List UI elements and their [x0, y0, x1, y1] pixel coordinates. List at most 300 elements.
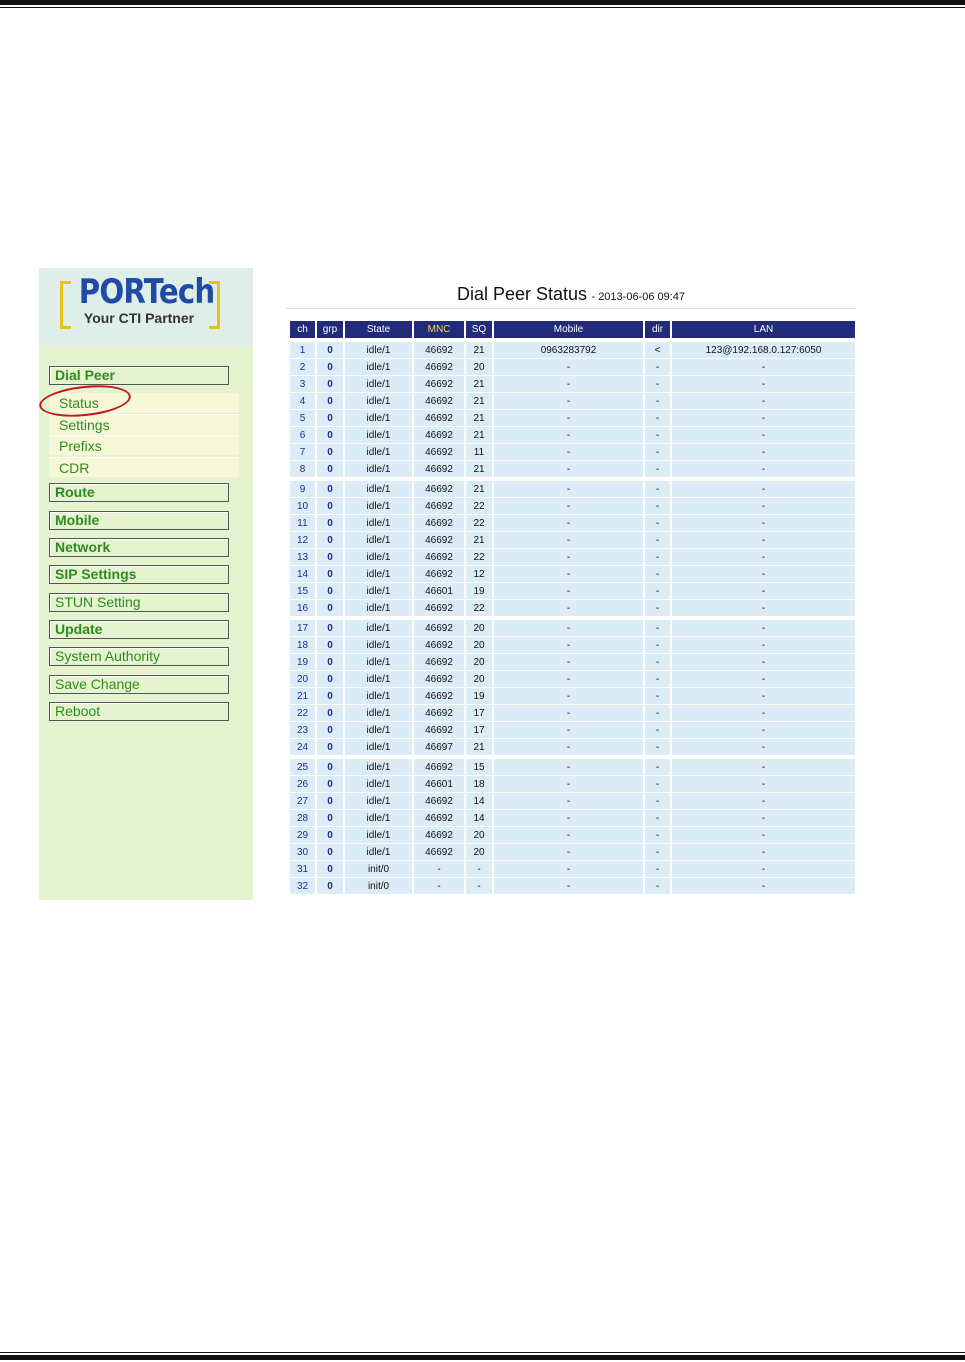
cell-ch: 21 — [290, 688, 315, 705]
cell-state: idle/1 — [345, 810, 412, 827]
cell-grp: 0 — [317, 844, 343, 861]
cell-grp: 0 — [317, 878, 343, 895]
cell-grp: 0 — [317, 532, 343, 549]
cell-grp: 0 — [317, 637, 343, 654]
cell-mnc: 46692 — [414, 427, 464, 444]
cell-grp: 0 — [317, 498, 343, 515]
page-title — [286, 284, 856, 308]
cell-mnc: 46692 — [414, 827, 464, 844]
cell-state: idle/1 — [345, 722, 412, 739]
cell-sq: - — [466, 878, 492, 895]
cell-state: idle/1 — [345, 688, 412, 705]
menu-system-authority[interactable]: System Authority — [49, 647, 229, 666]
cell-dir: - — [645, 739, 670, 756]
table-row — [290, 444, 855, 461]
cell-lan: - — [672, 566, 855, 583]
cell-sq: 21 — [466, 342, 492, 359]
cell-mobile: - — [494, 756, 643, 776]
table-row — [290, 478, 855, 498]
cell-sq: 22 — [466, 515, 492, 532]
cell-dir: - — [645, 427, 670, 444]
cell-grp: 0 — [317, 600, 343, 617]
cell-lan: - — [672, 739, 855, 756]
cell-grp: 0 — [317, 739, 343, 756]
cell-dir: - — [645, 810, 670, 827]
cell-mnc: 46692 — [414, 688, 464, 705]
cell-state: idle/1 — [345, 498, 412, 515]
menu-network[interactable]: Network — [49, 538, 229, 557]
table-row — [290, 722, 855, 739]
cell-mobile: - — [494, 739, 643, 756]
cell-mnc: 46692 — [414, 844, 464, 861]
cell-dir: - — [645, 498, 670, 515]
cell-grp: 0 — [317, 654, 343, 671]
cell-dir: - — [645, 688, 670, 705]
cell-grp: 0 — [317, 410, 343, 427]
cell-lan: - — [672, 654, 855, 671]
cell-sq: 20 — [466, 359, 492, 376]
cell-grp: 0 — [317, 671, 343, 688]
menu-route[interactable]: Route — [49, 483, 229, 502]
table-row — [290, 393, 855, 410]
cell-state: idle/1 — [345, 844, 412, 861]
cell-state: idle/1 — [345, 566, 412, 583]
cell-state: idle/1 — [345, 583, 412, 600]
cell-state: idle/1 — [345, 827, 412, 844]
cell-mnc: 46692 — [414, 342, 464, 359]
menu-dial-peer[interactable]: Dial Peer — [49, 366, 229, 385]
table-row — [290, 498, 855, 515]
cell-lan: - — [672, 410, 855, 427]
cell-ch: 6 — [290, 427, 315, 444]
cell-mobile: - — [494, 478, 643, 498]
cell-mobile: 0963283792 — [494, 342, 643, 359]
cell-mnc: 46692 — [414, 810, 464, 827]
cell-sq: 18 — [466, 776, 492, 793]
cell-state: idle/1 — [345, 461, 412, 478]
cell-ch: 11 — [290, 515, 315, 532]
dial-peer-status-table — [288, 321, 857, 895]
cell-ch: 31 — [290, 861, 315, 878]
cell-sq: 14 — [466, 810, 492, 827]
cell-state: init/0 — [345, 861, 412, 878]
cell-sq: 21 — [466, 376, 492, 393]
cell-grp: 0 — [317, 756, 343, 776]
cell-dir: - — [645, 444, 670, 461]
cell-state: init/0 — [345, 878, 412, 895]
cell-dir: < — [645, 342, 670, 359]
table-row — [290, 359, 855, 376]
cell-grp: 0 — [317, 359, 343, 376]
table-row — [290, 654, 855, 671]
cell-mobile: - — [494, 827, 643, 844]
cell-mnc: 46692 — [414, 600, 464, 617]
cell-mobile: - — [494, 844, 643, 861]
cell-sq: 17 — [466, 705, 492, 722]
cell-mobile: - — [494, 793, 643, 810]
cell-mobile: - — [494, 810, 643, 827]
cell-state: idle/1 — [345, 671, 412, 688]
page-top-rule — [0, 0, 965, 10]
table-row — [290, 844, 855, 861]
cell-state: idle/1 — [345, 478, 412, 498]
cell-sq: 12 — [466, 566, 492, 583]
table-row — [290, 671, 855, 688]
cell-ch: 9 — [290, 478, 315, 498]
menu-stun-setting[interactable]: STUN Setting — [49, 593, 229, 612]
cell-ch: 23 — [290, 722, 315, 739]
cell-mobile: - — [494, 600, 643, 617]
cell-dir: - — [645, 583, 670, 600]
cell-state: idle/1 — [345, 617, 412, 637]
cell-state: idle/1 — [345, 756, 412, 776]
cell-sq: 20 — [466, 637, 492, 654]
menu-mobile[interactable]: Mobile — [49, 511, 229, 530]
title-divider — [286, 308, 856, 309]
cell-lan: - — [672, 827, 855, 844]
cell-mobile: - — [494, 427, 643, 444]
cell-grp: 0 — [317, 810, 343, 827]
cell-grp: 0 — [317, 566, 343, 583]
cell-grp: 0 — [317, 705, 343, 722]
top-rule-thin — [0, 7, 965, 8]
cell-mobile: - — [494, 393, 643, 410]
col-ch: ch — [290, 321, 315, 338]
table-row — [290, 810, 855, 827]
table-row — [290, 861, 855, 878]
cell-lan: - — [672, 671, 855, 688]
cell-sq: 15 — [466, 756, 492, 776]
cell-lan: - — [672, 844, 855, 861]
cell-mnc: 46692 — [414, 444, 464, 461]
table-row — [290, 705, 855, 722]
cell-grp: 0 — [317, 583, 343, 600]
cell-sq: 21 — [466, 427, 492, 444]
cell-grp: 0 — [317, 793, 343, 810]
cell-ch: 4 — [290, 393, 315, 410]
cell-grp: 0 — [317, 461, 343, 478]
cell-dir: - — [645, 393, 670, 410]
cell-dir: - — [645, 410, 670, 427]
cell-state: idle/1 — [345, 359, 412, 376]
cell-dir: - — [645, 478, 670, 498]
cell-mobile: - — [494, 722, 643, 739]
col-lan: LAN — [672, 321, 855, 338]
cell-mobile: - — [494, 461, 643, 478]
cell-mobile: - — [494, 549, 643, 566]
table-row — [290, 549, 855, 566]
cell-mnc: - — [414, 861, 464, 878]
cell-mnc: - — [414, 878, 464, 895]
page-title-text: Dial Peer Status — [456, 284, 588, 304]
cell-mobile: - — [494, 359, 643, 376]
cell-lan: - — [672, 549, 855, 566]
cell-mnc: 46692 — [414, 532, 464, 549]
table-row — [290, 827, 855, 844]
cell-grp: 0 — [317, 861, 343, 878]
cell-state: idle/1 — [345, 549, 412, 566]
cell-state: idle/1 — [345, 532, 412, 549]
cell-grp: 0 — [317, 617, 343, 637]
cell-ch: 15 — [290, 583, 315, 600]
cell-mobile: - — [494, 861, 643, 878]
cell-mobile: - — [494, 566, 643, 583]
cell-lan: - — [672, 688, 855, 705]
cell-ch: 8 — [290, 461, 315, 478]
cell-grp: 0 — [317, 478, 343, 498]
cell-grp: 0 — [317, 688, 343, 705]
cell-sq: 20 — [466, 671, 492, 688]
cell-lan: - — [672, 776, 855, 793]
menu-save-change[interactable]: Save Change — [49, 675, 229, 694]
table-row — [290, 878, 855, 895]
cell-ch: 13 — [290, 549, 315, 566]
cell-mnc: 46601 — [414, 776, 464, 793]
cell-lan: - — [672, 722, 855, 739]
table-row — [290, 637, 855, 654]
table-row — [290, 776, 855, 793]
cell-ch: 32 — [290, 878, 315, 895]
cell-sq: 20 — [466, 617, 492, 637]
cell-mobile: - — [494, 688, 643, 705]
col-grp: grp — [317, 321, 343, 338]
cell-dir: - — [645, 600, 670, 617]
table-row — [290, 532, 855, 549]
cell-grp: 0 — [317, 444, 343, 461]
cell-dir: - — [645, 566, 670, 583]
cell-sq: 19 — [466, 583, 492, 600]
cell-state: idle/1 — [345, 410, 412, 427]
cell-mobile: - — [494, 376, 643, 393]
cell-sq: 22 — [466, 498, 492, 515]
cell-mnc: 46692 — [414, 756, 464, 776]
cell-mnc: 46692 — [414, 376, 464, 393]
cell-sq: 21 — [466, 461, 492, 478]
cell-ch: 18 — [290, 637, 315, 654]
cell-mobile: - — [494, 654, 643, 671]
table-row — [290, 376, 855, 393]
cell-sq: 22 — [466, 549, 492, 566]
table-row — [290, 427, 855, 444]
cell-ch: 26 — [290, 776, 315, 793]
cell-mobile: - — [494, 498, 643, 515]
table-body — [290, 338, 855, 895]
cell-sq: 20 — [466, 827, 492, 844]
cell-mnc: 46692 — [414, 515, 464, 532]
submenu-status[interactable]: Status — [49, 393, 239, 413]
cell-dir: - — [645, 461, 670, 478]
cell-lan: - — [672, 532, 855, 549]
cell-state: idle/1 — [345, 776, 412, 793]
logo-brand: PORTech — [78, 272, 215, 312]
cell-mnc: 46692 — [414, 359, 464, 376]
cell-state: idle/1 — [345, 600, 412, 617]
cell-grp: 0 — [317, 827, 343, 844]
cell-grp: 0 — [317, 342, 343, 359]
cell-ch: 30 — [290, 844, 315, 861]
cell-lan: - — [672, 810, 855, 827]
cell-mobile: - — [494, 776, 643, 793]
cell-mobile: - — [494, 583, 643, 600]
cell-mobile: - — [494, 515, 643, 532]
cell-ch: 28 — [290, 810, 315, 827]
submenu-prefixs[interactable]: Prefixs — [49, 435, 239, 455]
cell-sq: 21 — [466, 478, 492, 498]
cell-lan: - — [672, 583, 855, 600]
cell-mnc: 46692 — [414, 393, 464, 410]
cell-mobile: - — [494, 637, 643, 654]
table-row — [290, 461, 855, 478]
cell-lan: - — [672, 461, 855, 478]
cell-lan: - — [672, 376, 855, 393]
cell-ch: 5 — [290, 410, 315, 427]
table-row — [290, 793, 855, 810]
col-mobile: Mobile — [494, 321, 643, 338]
table-row — [290, 566, 855, 583]
cell-lan: - — [672, 878, 855, 895]
cell-mnc: 46692 — [414, 705, 464, 722]
cell-dir: - — [645, 878, 670, 895]
table-row — [290, 342, 855, 359]
cell-ch: 27 — [290, 793, 315, 810]
table-row — [290, 410, 855, 427]
cell-dir: - — [645, 827, 670, 844]
cell-lan: - — [672, 515, 855, 532]
cell-state: idle/1 — [345, 342, 412, 359]
cell-sq: - — [466, 861, 492, 878]
cell-sq: 21 — [466, 532, 492, 549]
cell-mobile: - — [494, 705, 643, 722]
page-timestamp: - 2013-06-06 09:47 — [591, 291, 686, 303]
cell-mnc: 46601 — [414, 583, 464, 600]
cell-mnc: 46697 — [414, 739, 464, 756]
cell-ch: 16 — [290, 600, 315, 617]
cell-dir: - — [645, 376, 670, 393]
cell-lan: - — [672, 705, 855, 722]
table-row — [290, 515, 855, 532]
cell-dir: - — [645, 549, 670, 566]
cell-mobile: - — [494, 878, 643, 895]
cell-mnc: 46692 — [414, 722, 464, 739]
cell-mobile: - — [494, 410, 643, 427]
submenu-settings[interactable]: Settings — [49, 414, 239, 434]
menu-reboot[interactable]: Reboot — [49, 702, 229, 721]
cell-dir: - — [645, 515, 670, 532]
cell-state: idle/1 — [345, 705, 412, 722]
cell-grp: 0 — [317, 549, 343, 566]
table-row — [290, 756, 855, 776]
cell-mobile: - — [494, 532, 643, 549]
cell-ch: 22 — [290, 705, 315, 722]
cell-lan: - — [672, 600, 855, 617]
top-rule-thick — [0, 0, 965, 5]
col-mnc: MNC — [414, 321, 464, 338]
table-row — [290, 617, 855, 637]
cell-lan: - — [672, 617, 855, 637]
cell-dir: - — [645, 844, 670, 861]
cell-dir: - — [645, 359, 670, 376]
cell-sq: 21 — [466, 393, 492, 410]
col-sq: SQ — [466, 321, 492, 338]
cell-ch: 25 — [290, 756, 315, 776]
cell-dir: - — [645, 654, 670, 671]
cell-mobile: - — [494, 671, 643, 688]
cell-grp: 0 — [317, 393, 343, 410]
cell-dir: - — [645, 793, 670, 810]
cell-grp: 0 — [317, 776, 343, 793]
cell-lan: - — [672, 427, 855, 444]
cell-ch: 3 — [290, 376, 315, 393]
cell-ch: 1 — [290, 342, 315, 359]
cell-dir: - — [645, 532, 670, 549]
cell-state: idle/1 — [345, 427, 412, 444]
cell-sq: 21 — [466, 739, 492, 756]
cell-dir: - — [645, 861, 670, 878]
cell-mnc: 46692 — [414, 478, 464, 498]
cell-lan: - — [672, 756, 855, 776]
cell-sq: 20 — [466, 844, 492, 861]
menu-sip-settings[interactable]: SIP Settings — [49, 565, 229, 584]
page-bottom-rule — [0, 1352, 965, 1362]
cell-mnc: 46692 — [414, 461, 464, 478]
cell-state: idle/1 — [345, 793, 412, 810]
cell-sq: 17 — [466, 722, 492, 739]
cell-mnc: 46692 — [414, 549, 464, 566]
cell-ch: 20 — [290, 671, 315, 688]
cell-mnc: 46692 — [414, 498, 464, 515]
cell-mobile: - — [494, 617, 643, 637]
cell-lan: - — [672, 393, 855, 410]
cell-sq: 14 — [466, 793, 492, 810]
sidebar — [39, 268, 253, 900]
cell-dir: - — [645, 722, 670, 739]
cell-ch: 7 — [290, 444, 315, 461]
cell-grp: 0 — [317, 722, 343, 739]
cell-sq: 20 — [466, 654, 492, 671]
cell-lan: 123@192.168.0.127:6050 — [672, 342, 855, 359]
cell-dir: - — [645, 637, 670, 654]
cell-sq: 11 — [466, 444, 492, 461]
cell-mnc: 46692 — [414, 566, 464, 583]
cell-sq: 22 — [466, 600, 492, 617]
menu-update[interactable]: Update — [49, 620, 229, 639]
cell-lan: - — [672, 478, 855, 498]
cell-lan: - — [672, 861, 855, 878]
table-row — [290, 688, 855, 705]
cell-mnc: 46692 — [414, 671, 464, 688]
submenu-cdr[interactable]: CDR — [49, 457, 239, 477]
cell-mnc: 46692 — [414, 410, 464, 427]
cell-grp: 0 — [317, 376, 343, 393]
cell-lan: - — [672, 637, 855, 654]
cell-ch: 10 — [290, 498, 315, 515]
cell-ch: 14 — [290, 566, 315, 583]
logo-tagline: Your CTI Partner — [83, 310, 195, 326]
cell-ch: 24 — [290, 739, 315, 756]
cell-dir: - — [645, 776, 670, 793]
cell-lan: - — [672, 359, 855, 376]
bottom-rule-thin — [0, 1352, 965, 1353]
table-row — [290, 600, 855, 617]
cell-dir: - — [645, 617, 670, 637]
cell-sq: 19 — [466, 688, 492, 705]
cell-sq: 21 — [466, 410, 492, 427]
cell-ch: 17 — [290, 617, 315, 637]
cell-ch: 19 — [290, 654, 315, 671]
cell-state: idle/1 — [345, 739, 412, 756]
cell-grp: 0 — [317, 515, 343, 532]
logo — [39, 268, 253, 346]
